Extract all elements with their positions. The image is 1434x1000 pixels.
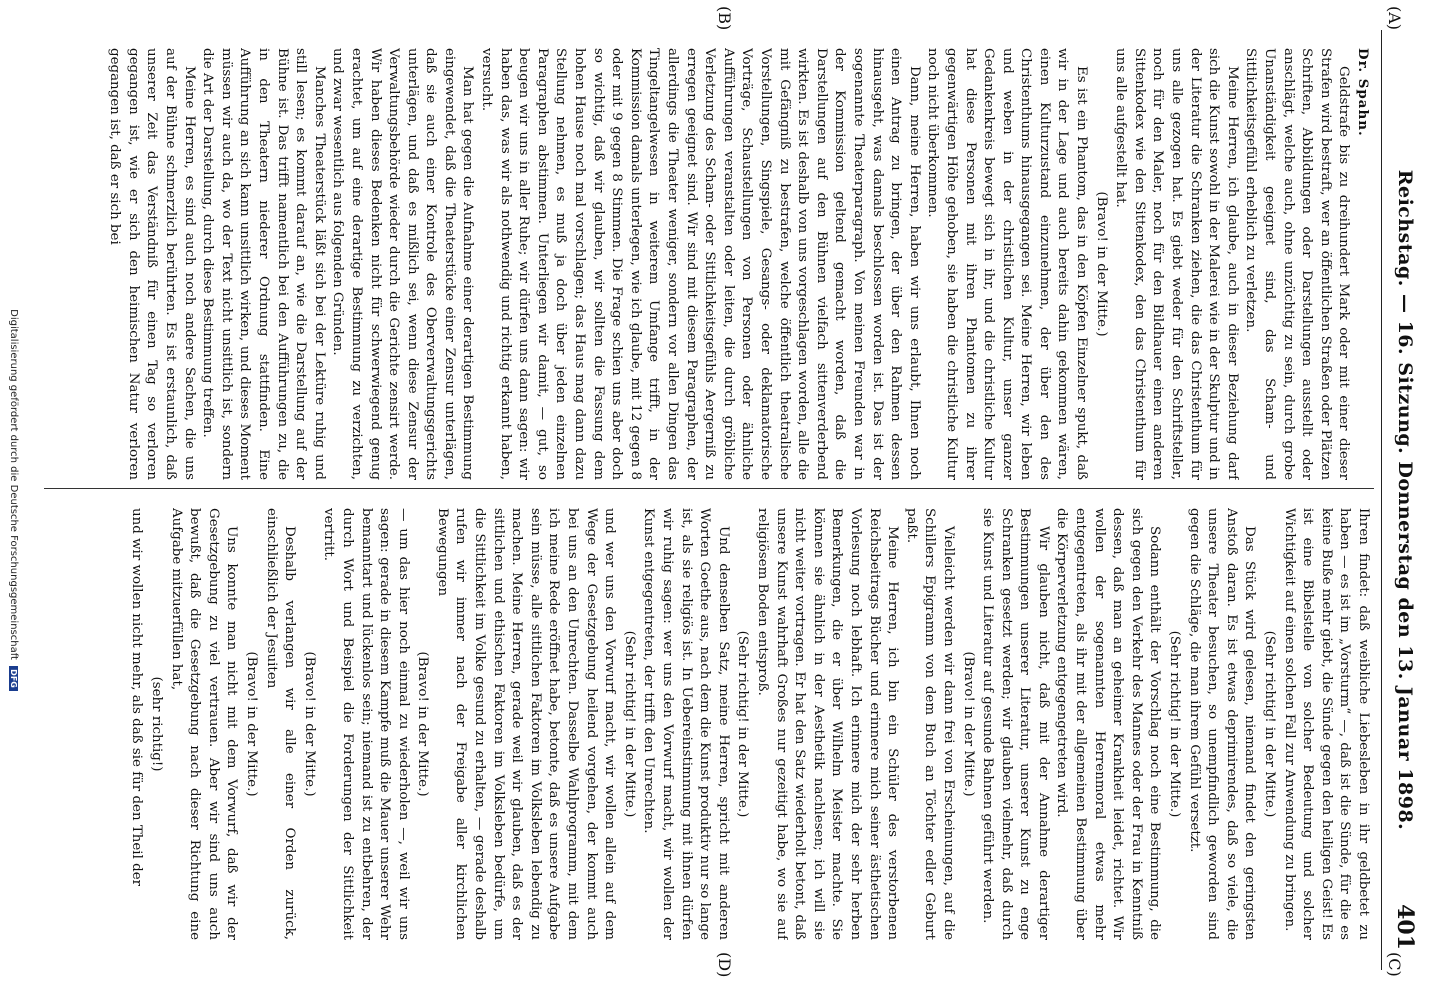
page-header <box>1380 30 1420 970</box>
interjection: (Bravo! in der Mitte.) <box>243 651 259 797</box>
paragraph: Meine Herren, ich bin ein Schüler des verstorbenen Reichsbeitrags Bücher und erinnere mich seiner ästhetischen Vorlesung noch lebhaft. Ich erinnere mich der sehr herben Bemerkungen, die er über Wilhelm Meister machte. Sie können sie ähnlich in der Aesthetik nachlesen; ich will sie nicht weiter vortragen. Er hat den Satz wiederholt betont, daß unsere Kunst wahrhaft Großes nur gezeitigt habe, wo sie auf religiösem Boden entsproß. <box>755 508 901 940</box>
page-title: Reichstag. — 16. Sitzung. Donnerstag den 13. Januar 1898. <box>1394 169 1416 831</box>
paragraph: Und denselben Satz, meine Herren, spricht mit anderen Worten Goethe aus, nach dem die Kunst produktiv nur so lange ist, als sie religiös ist. In Uebereinstimmung mit ihnen dürfen wir ruhig sagen: wer uns den Vorwurf macht, wir wollen der Kunst entgegentreten, der trifft den Unrechten. <box>641 508 731 940</box>
paragraph: Meine Herren, ich glaube, auch in dieser Beziehung darf sich die Kunst sowohl in der Malerei wie in der Skulptur und in der Literatur die Schranken ziehen, die das Christenthum für uns alle gezogen hat. Es giebt weder für den Schriftsteller, noch für den Maler, noch für den Bildhauer einen anderen Sittenkodex wie den Sittenkodex, den das Christenthum für uns alle aufgestellt hat. <box>1113 48 1240 480</box>
paragraph: Uns konnte man nicht mit dem Vorwurf, daß wir der Gesetzgebung zu viel vertrauen. Aber wir sind uns auch bewußt, daß die Gesetzgebung nach dieser Richtung eine Aufgabe mitzuerfüllen hat, <box>168 508 240 940</box>
interjection: (sehr richtig!) <box>149 676 164 772</box>
column-divider <box>44 488 1374 489</box>
paragraph: Ihren findet: daß weibliche Liebesleben in ihr geldbetet zu haben — es ist im „Vorsturm“ —, daß ist die Sünde, für die es keine Buße mehr giebt, die Sünde gegen den heiligen Geist! Es ist eine Bibelstelle von solcher Bedeutung und solcher Wichtigkeit auf einen solchen Fall zur Anwendung zu bringen. <box>1281 508 1371 940</box>
dfg-logo: DFG <box>10 666 19 691</box>
margin-label-b: (B) <box>715 6 734 31</box>
interjection: (Sehr richtig! in der Mitte.) <box>1262 630 1278 818</box>
paragraph: und wir wollen nicht mehr, als daß sie für den Theil der <box>129 508 145 887</box>
interjection: (Sehr richtig! in der Mitte.) <box>621 630 637 818</box>
interjection: (Sehr richtig! in der Mitte.) <box>735 630 751 818</box>
left-column <box>52 48 1372 480</box>
margin-label-a: (A) <box>1385 6 1404 31</box>
interjection: (Bravo! in der Mitte.) <box>415 651 431 797</box>
paragraph: Es ist ein Phantom, das in den Köpfen Einzelner spukt, daß wir in der Lage und auch bereits dahin gekommen wären, einen Kulturzustand einzunehmen, der über den des Christenthums hinausgegangen sei. Meine Herren, wir leben und weben in der christlichen Kultur, unser ganzer Gedankenkreis bewegt sich in ihr, und die christliche Kultur hat diese Personen mit ihren Phantomen zu ihrer gegenwärtigen Höhe gehoben, sie haben die christliche Kultur noch nicht überkommen. <box>925 48 1090 480</box>
interjection: (Bravo! in der Mitte.) <box>960 651 976 797</box>
paragraph: Man hat gegen die Aufnahme einer derartigen Bestimmung eingewendet, daß die Theaterstücke einer Zensur unterlägen, daß sie auch einer Kontrole des Oberverwaltungsgerichts unterlägen, und daß es mißlich sei, wenn diese Zensur der Verwaltungsbehörde wieder durch die Gerichte zensirt werde. Wir haben dieses Bedenken nicht für schwerwiegend genug erachtet, um auf eine derartige Bestimmung zu verzichten, und zwar wesentlich aus folgenden Gründen. <box>330 48 476 480</box>
paragraph: Geldstrafe bis zu dreihundert Mark oder mit einer dieser Strafen wird bestraft, wer an öffentlichen Straßen oder Plätzen Schriften, Abbildungen oder Darstellungen ausstellt oder anschlägt, welche auch, ohne unzüchtig zu sein, durch grobe Unanständigkeit geeignet sind, das Scham- und Sittlichkeitsgefühl erheblich zu verletzen. <box>1243 48 1352 480</box>
margin-label-c: (C) <box>1385 952 1404 977</box>
paragraph: Deshalb verlangen wir alle einer Orden zurück, einschließlich der Jesuiten <box>263 508 298 940</box>
speaker-name: Dr. Spahn. <box>1355 48 1371 137</box>
paragraph: Sodann enthält der Vorschlag noch eine Bestimmung, die sich gegen den Verkehr des Mannes oder der Frau in Kenntniß dessen, daß man an geheimer Krankheit leidet, richtet. Wir wollen der sogenannten Herrenmoral etwas mehr entgegentreten, als ihr mit der allgemeinen Bestimmung über die Körperverletzung entgegengetreten wird. <box>1054 508 1163 940</box>
paragraph: Manches Theaterstück läßt sich bei der Lektüre ruhig und still lesen; es kommt darauf an, wie die Darstellung auf der Bühne ist. Das trifft namentlich bei den Aufführungen zu, die in den Theatern niederer Ordnung stattfinden. Eine Aufführung an sich kann unsittlich wirken, und dieses Moment müssen wir auch da, wo der Text nicht unsittlich ist, sondern die Art der Darstellung, durch diese Bestimmung treffen. <box>200 48 327 480</box>
paragraph: — um das hier noch einmal zu wiederholen —, weil wir uns sagen: gerade in diesem Kampfe muß die Mauer unserer Wehr bemanntart und lückenlos sein; niemand ist zu entbehren, der durch Wort und Beispiel die Forderungen der Sittlichkeit vertritt. <box>321 508 411 940</box>
paragraph: Wir glauben nicht, daß mit der Annahme derartiger Bestimmungen unserer Literatur, unserer Kunst zu enge Schranken gesetzt werden; wir glauben vielmehr, daß durch sie Kunst und Literatur auf gesunde Bahnen geführt werden. <box>980 508 1051 940</box>
interjection: (Bravo! in der Mitte.) <box>1093 191 1109 337</box>
page-number: 401 <box>1392 904 1418 950</box>
paragraph: und wer uns den Vorwurf macht, wir wollen allein auf dem Wege der Gesetzgebung heilend vorgehen, der kommt auch bei uns an den Unrechten. Dasselbe Wahlprogramm, mit dem ich meine Rede eröffnet habe, betonte, daß es unsere Aufgabe sein müsse, alle sittlichen Faktoren im Volksleben lebendig zu machen. Meine Herren, gerade weil wir glauben, daß es der sittlichen und ethischen Faktoren im Volksleben bedürfe, um die Sittlichkeit im Volke gesund zu erhalten, — gerade deshalb rufen wir immer nach der Freigabe aller kirchlichen Bewegungen <box>434 508 618 940</box>
paragraph: Vielleicht werden wir dann frei von Erscheinungen, auf die Schillers Epigramm von dem Buch an Töchter edler Geburt paßt. <box>903 508 956 940</box>
paragraph: Das Stück wird gelesen, niemand findet den geringsten Anstoß daran. Es ist etwas deprimirendes, daß so viele, die unsere Theater besuchen, so unempfindlich geworden sind gegen die Schläge, die man ihrem Gefühl versetzt. <box>1186 508 1258 940</box>
paragraph: Meine Herren, es sind auch noch andere Sachen, die uns auf der Bühne schmerzlich berührten. Es ist erstaunlich, daß unserer Zeit das Verständniß für einen Tag so verloren gegangen ist, wie er sich den heimischen Natur verloren gegangen ist, daß er sich bei <box>107 48 197 480</box>
credit-text: Digitalisierung gefördert durch die Deutsche Forschungsgemeinschaft <box>8 309 19 660</box>
interjection: (Sehr richtig! in der Mitte.) <box>1167 630 1183 818</box>
paragraph: Dann, meine Herren, haben wir uns erlaubt, Ihnen noch einen Antrag zu bringen, der über den Rahmen dessen hinausgeht, was damals beschlossen worden ist. Das ist der sogenannte Theaterparagraph. Von meinen Freunden war in der Kommission geltend gemacht worden, daß die Darstellungen auf den Bühnen vielfach sittenverderbend wirkten. Es ist deshalb von uns vorgeschlagen worden, alle die mit Gefängniß zu bestrafen, welche öffentlich theatralische Vorstellungen, Singspiele, Gesangs- oder deklamatorische Vorträge, Schaustellungen von Personen oder ähnliche Aufführungen veranstalten oder leiten, die durch gröbliche Verletzung des Scham- oder Sittlichkeitsgefühls Aergerniß zu erregen geeignet sind. Wir sind mit diesem Paragraphen, der allerdings die Theater weniger, sondern vor allen Dingen das Tingeltangelwesen in weiterem Umfange trifft, in der Kommission damals unterlegen, wie ich glaube, mit 12 gegen 8 oder mit 9 gegen 8 Stimmen. Die Frage schien uns aber doch so wichtig, daß wir glauben, wir sollten die Fassung dem hohen Hause noch mal vorschlagen; das Haus mag dann dazu Stellung nehmen, es muß ja doch über jeden einzelnen Paragraphen abstimmen. Unterliegen wir damit, — gut, so beugen wir uns in aller Ruhe; wir dürfen uns dann sagen: wir haben das, was wir als nothwendig und richtig erkannt haben, versucht. <box>479 48 922 480</box>
header-rule <box>1381 30 1382 970</box>
interjection: (Bravo! in der Mitte.) <box>301 651 317 797</box>
right-column <box>52 508 1372 940</box>
digitization-credit <box>8 0 19 1000</box>
margin-label-d: (D) <box>715 952 734 978</box>
